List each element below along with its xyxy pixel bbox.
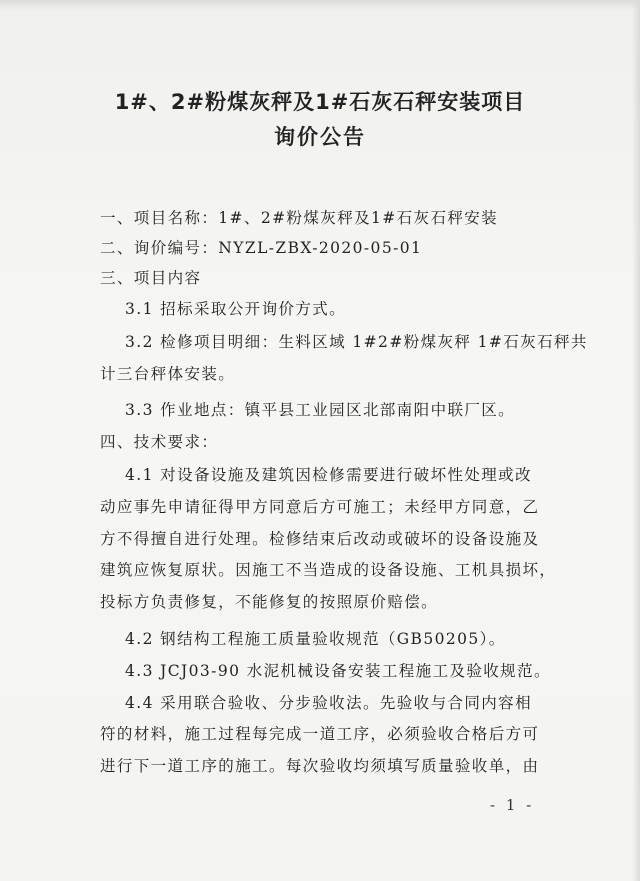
item-4-1-cont1: 动应事先申请征得甲方同意后方可施工；未经甲方同意，乙 (100, 498, 540, 516)
document-subtitle: 询价公告 (274, 125, 366, 149)
section-3-heading: 三、项目内容 (100, 269, 202, 287)
project-name-line: 一、项目名称：1#、2#粉煤灰秤及1#石灰石秤安装 (100, 209, 499, 227)
item-4-2: 4.2 钢结构工程施工质量验收规范（GB50205）。 (125, 630, 506, 648)
item-3-2: 3.2 检修项目明细：生料区域 1#2#粉煤灰秤 1#石灰石秤共 (125, 333, 588, 351)
item-4-1-cont3: 建筑应恢复原状。因施工不当造成的设备设施、工机具损坏， (100, 561, 557, 579)
item-4-4: 4.4 采用联合验收、分步验收法。先验收与合同内容相 (125, 694, 532, 712)
item-4-1-cont2: 方不得擅自进行处理。检修结束后改动或破坏的设备设施及 (100, 530, 540, 548)
item-4-4-cont2: 进行下一道工序的施工。每次验收均须填写质量验收单，由 (100, 757, 540, 775)
page-number: - 1 - (490, 796, 535, 814)
item-3-1: 3.1 招标采取公开询价方式。 (125, 300, 347, 318)
item-3-2-cont: 计三台秤体安装。 (100, 365, 236, 383)
item-4-1: 4.1 对设备设施及建筑因检修需要进行破坏性处理或改 (125, 466, 532, 484)
section-4-heading: 四、技术要求： (100, 433, 219, 451)
item-4-3: 4.3 JCJ03-90 水泥机械设备安装工程施工及验收规范。 (125, 662, 551, 680)
item-4-4-cont1: 符的材料，施工过程每完成一道工序，必须验收合格后方可 (100, 725, 540, 743)
item-3-3: 3.3 作业地点：镇平县工业园区北部南阳中联厂区。 (125, 401, 516, 419)
inquiry-number-line: 二、询价编号：NYZL-ZBX-2020-05-01 (100, 239, 423, 257)
item-4-1-cont4: 投标方负责修复，不能修复的按照原价赔偿。 (100, 593, 439, 611)
scan-edge-top (0, 0, 640, 10)
document-title: 1#、2#粉煤灰秤及1#石灰石秤安装项目 (114, 90, 526, 114)
